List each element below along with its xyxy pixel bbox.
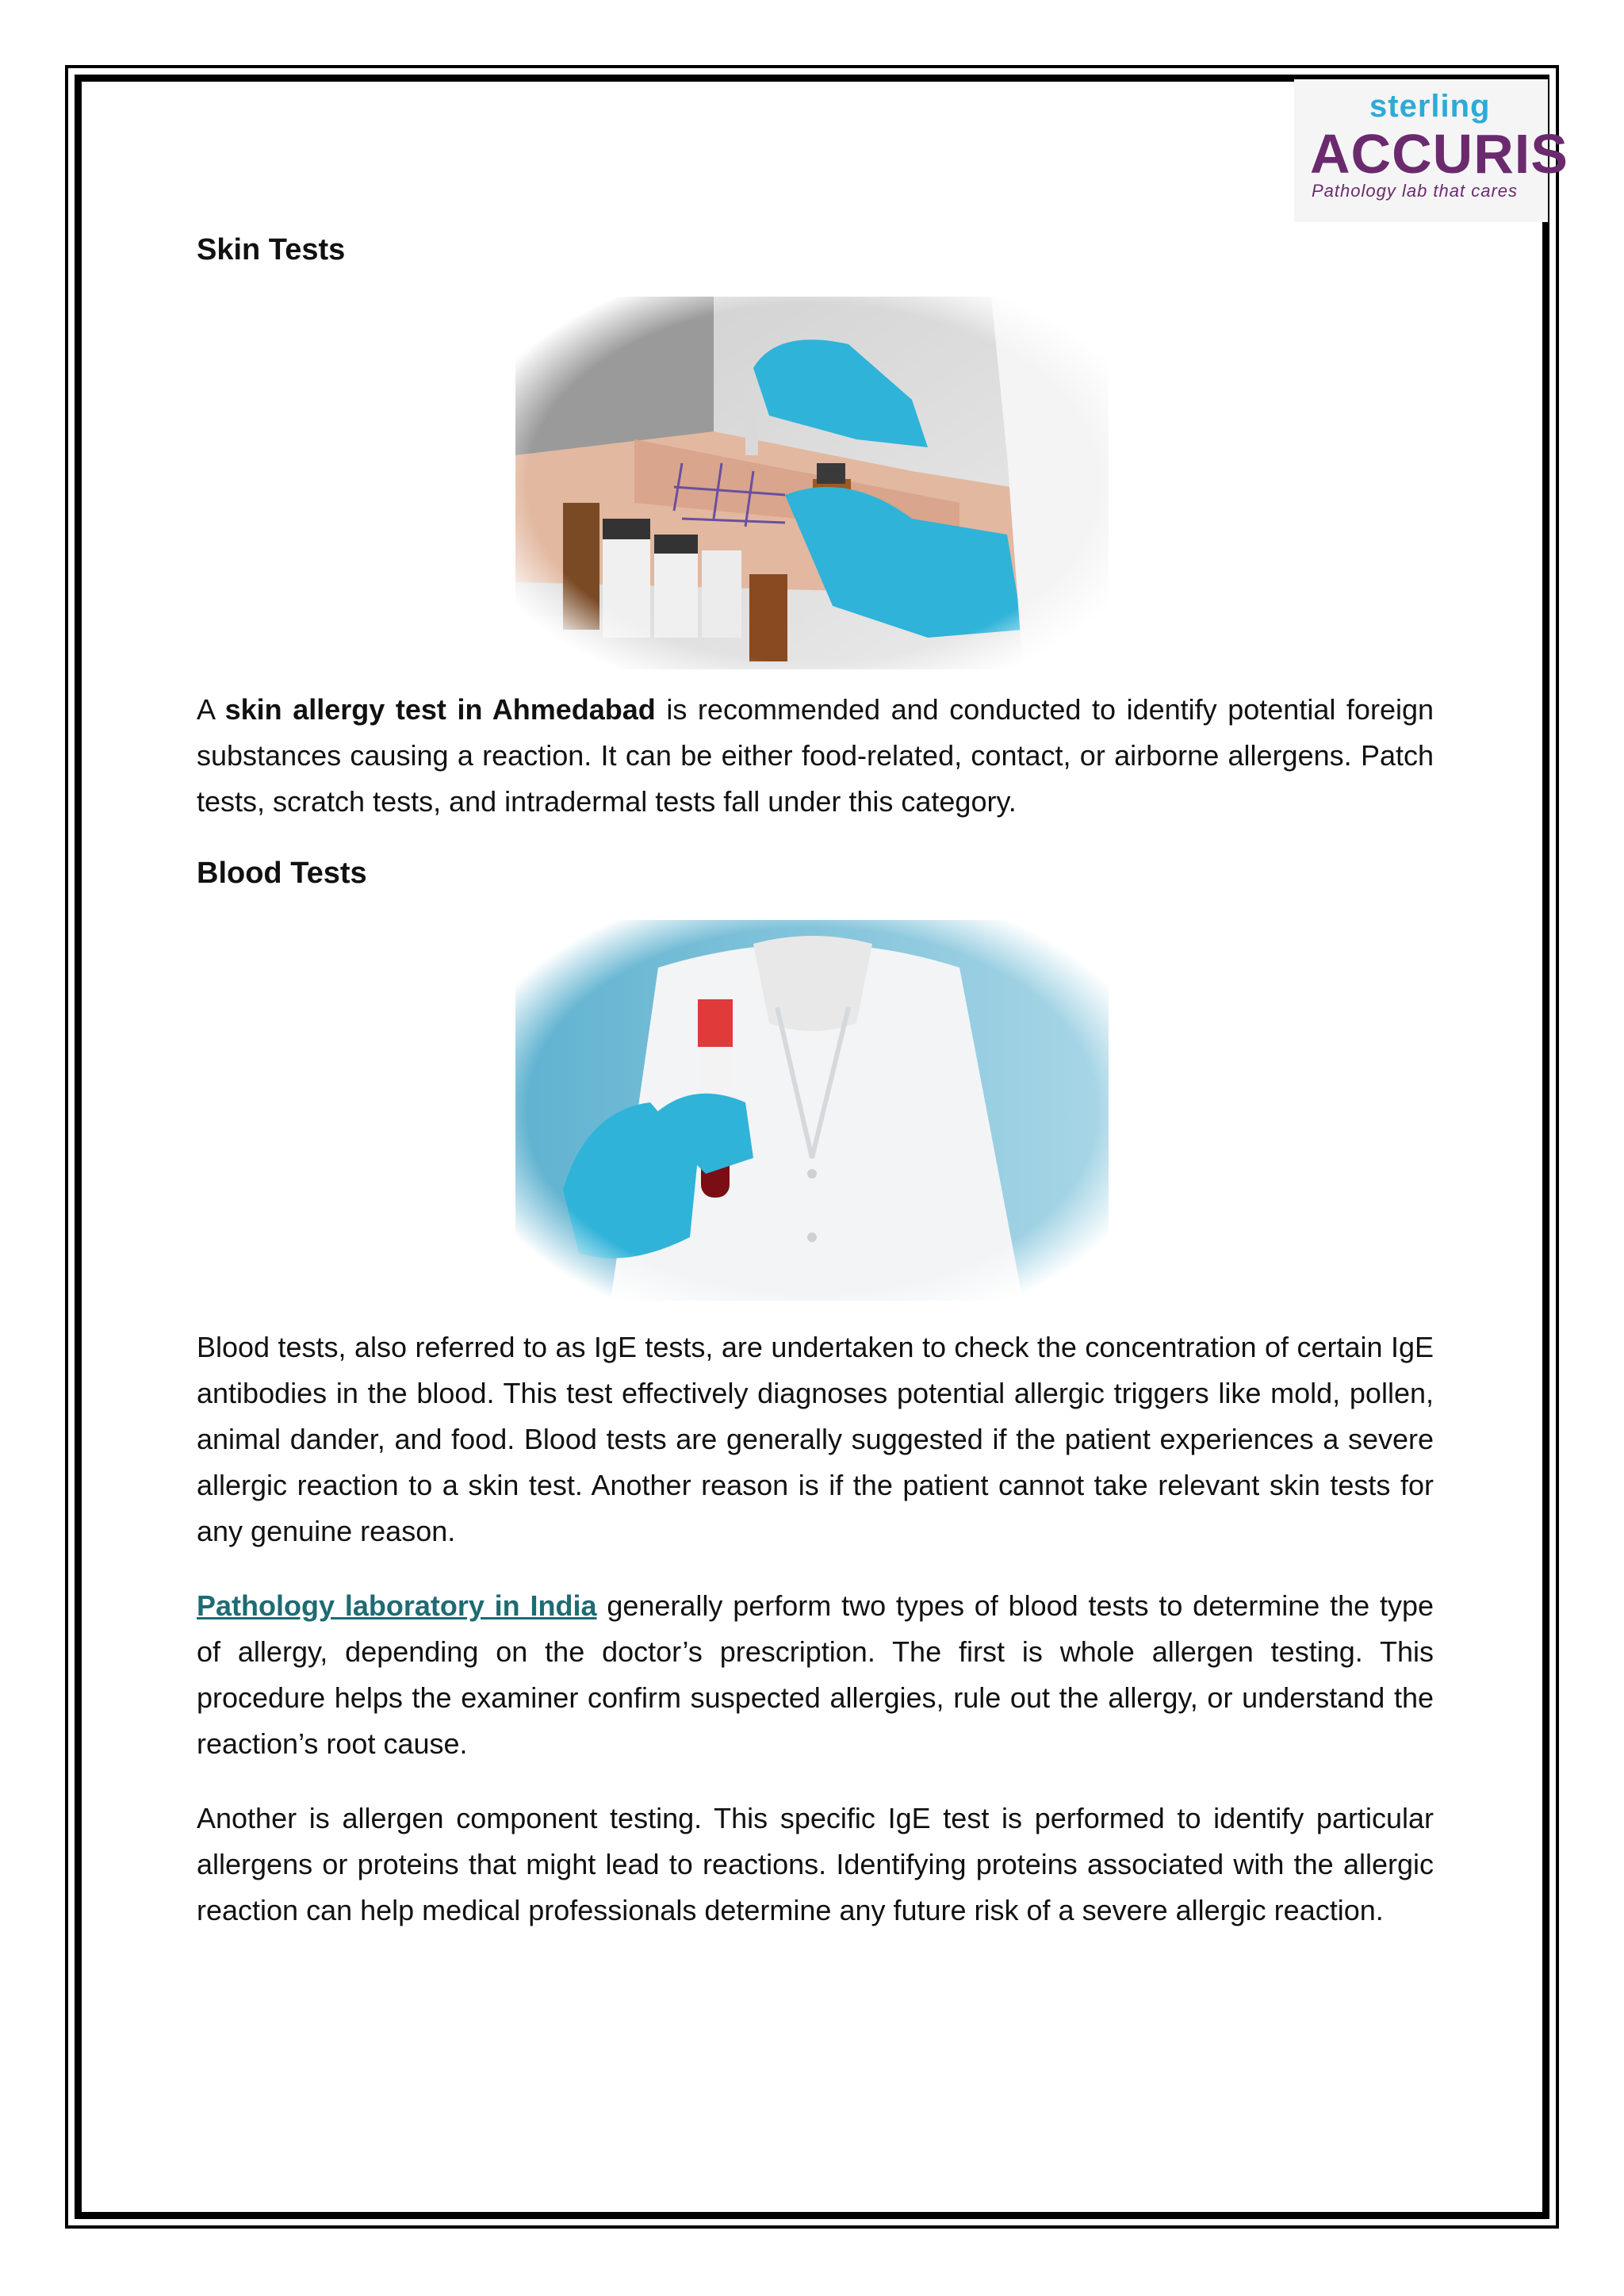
paragraph-blood-tests-3: Another is allergen component testing. This specific IgE test is performed to identify particular allergens or proteins that might lead to reactions. Identifying proteins associated with the allergic reaction can help medical professionals determine any future risk of a severe allergic reaction. bbox=[197, 1802, 1434, 1926]
blood-test-photo bbox=[515, 920, 1109, 1301]
paragraph-blood-tests-2 bbox=[197, 1583, 1434, 1767]
logo-top-text: sterling bbox=[1369, 89, 1491, 124]
pathology-lab-link[interactable]: Pathology laboratory in India bbox=[197, 1589, 597, 1622]
paragraph-blood-tests-1: Blood tests, also referred to as IgE tests, are undertaken to check the concentration of certain IgE antibodies in the blood. This test effectively diagnoses potential allergic triggers like mold, pollen, animal dander, and food. Blood tests are generally suggested if the patient experiences a severe allergic reaction to a skin test. Another reason is if the patient cannot take relevant skin tests for any genuine reason. bbox=[197, 1331, 1434, 1547]
skin-para-rest: is recommended and conducted to identify potential foreign substances causing a reaction. It can be either food-related, contact, or airborne allergens. Patch tests, scratch tests, and intradermal tests fall under this category. bbox=[197, 693, 1434, 818]
logo-tagline: Pathology lab that cares bbox=[1312, 181, 1519, 201]
skin-para-prefix: A bbox=[197, 693, 225, 726]
paragraph-skin-tests bbox=[197, 687, 1434, 825]
heading-skin-tests: Skin Tests bbox=[197, 233, 346, 266]
sterling-accuris-logo bbox=[1294, 79, 1568, 222]
skin-test-photo bbox=[515, 297, 1109, 669]
logo-main-text: ACCURIS bbox=[1310, 123, 1568, 185]
skin-para-bold: skin allergy test in Ahmedabad bbox=[224, 693, 656, 726]
blood-para2-rest: generally perform two types of blood tests to determine the type of allergy, depending on the doctor’s prescription. The first is whole allergen testing. This procedure helps the examiner confirm suspected allergies, rule out the allergy, or understand the reaction’s root cause. bbox=[197, 1589, 1434, 1760]
heading-blood-tests: Blood Tests bbox=[197, 857, 367, 890]
